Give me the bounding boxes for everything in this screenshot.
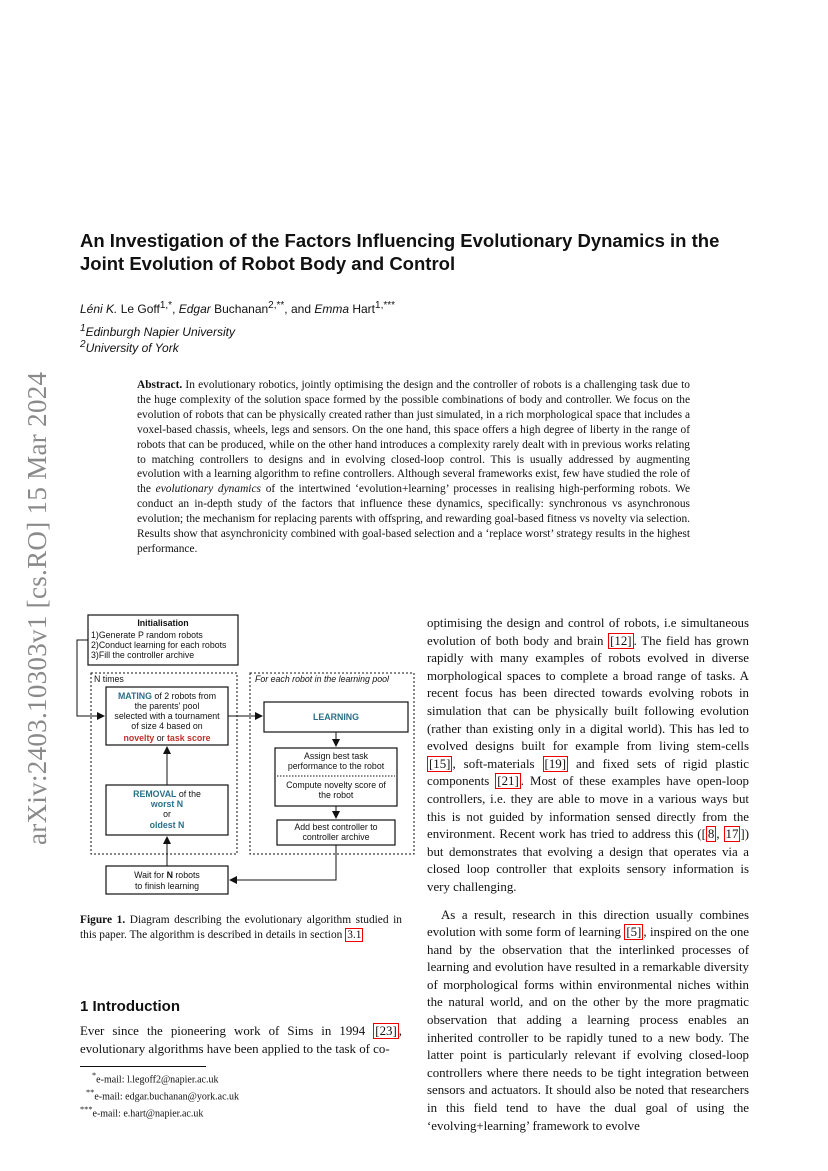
footnote-3-mark: *** <box>80 1104 93 1114</box>
author-2-first: Edgar <box>178 302 211 316</box>
citation-8[interactable]: 8 <box>707 827 715 842</box>
footnote-3 <box>80 1104 380 1121</box>
citation-12[interactable]: [12] <box>610 633 632 648</box>
citation-15[interactable]: [15] <box>429 756 451 771</box>
citation-17[interactable]: 17 <box>725 827 739 842</box>
assign-line-2: performance to the robot <box>287 761 385 771</box>
intro-text-2: , evolutionary algorithms have been applied to the task of co- <box>80 1024 402 1056</box>
footnote-2-text: e-mail: edgar.buchanan@york.ac.uk <box>94 1091 240 1103</box>
caption-section-link[interactable]: 3.1 <box>347 929 362 941</box>
caption-label: Figure 1. <box>80 914 126 926</box>
compute-line-1: Compute novelty score of <box>286 780 386 790</box>
caption-text: Diagram describing the evolutionary algorithm studied in this paper. The algorithm is described in details in section <box>80 914 402 941</box>
archive-to-wait-arrow <box>230 845 336 880</box>
right-column <box>427 615 749 1135</box>
section-heading: 1 Introduction <box>80 998 180 1015</box>
abstract <box>137 378 690 557</box>
mating-line-1: MATING of 2 robots from <box>117 691 217 701</box>
affiliation-2-name: University of York <box>85 341 179 355</box>
add-line-2: controller archive <box>302 832 370 842</box>
abstract-text-2: of the intertwined ‘evolution+learning’ processes in realising high-performing robots. We conduct an in-depth study of the factors that influence these dynamics, specifically: synchronous vs asynchronous evolution; the mechanism for replacing parents with offspring, and rewarding goal-based fitness vs novelty via selection. Results show that asynchronicity combined with goal-based selection and a ‘replace worst’ strategy results in the highest performance. <box>137 483 691 555</box>
wait-line-1: Wait for N robots <box>134 870 200 880</box>
init-step-2: 2)Conduct learning for each robots <box>91 640 227 650</box>
abstract-label: Abstract. <box>137 379 183 391</box>
intro-text-1: Ever since the pioneering work of Sims in 1994 <box>80 1024 374 1038</box>
footnote-2 <box>80 1087 380 1104</box>
mating-line-4: of size 4 based on <box>131 721 203 731</box>
init-step-1: 1)Generate P random robots <box>91 630 203 640</box>
right-paragraph-2: As a result, research in this direction usually combines evolution with some form of learning [5] , inspired on the one hand by the observation that the interlinked processes of learning and evolution have resulted in a remarkable diversity of morphological forms within environmental niches within the natural world, and on the other by the more pragmatic observation that adding a learning process enables an inherited controller to be rapidly tuned to a new body. The latter point is particularly relevant if evolving closed-loop controllers where there needs to be tight integration between sensors and actuators. It should also be noted that researchers in this field tend to have the dual goal of using the ‘evolving+learning’ framework to evolve <box>427 907 749 1133</box>
paper-title: An Investigation of the Factors Influencing Evolutionary Dynamics in the Joint Evolution of Robot Body and Control <box>80 230 720 274</box>
footnote-1 <box>80 1070 380 1087</box>
algorithm-diagram <box>70 610 420 900</box>
init-step-3: 3)Fill the controller archive <box>91 650 195 660</box>
citation-5[interactable]: [5] <box>626 925 642 940</box>
init-title: Initialisation <box>137 618 189 628</box>
citation-19[interactable]: [19] <box>544 756 567 771</box>
mating-line-5: novelty or task score <box>123 733 211 743</box>
citation-23[interactable]: [23] <box>375 1024 397 1038</box>
footnote-1-mark: * <box>92 1071 97 1080</box>
abstract-emphasis: evolutionary dynamics <box>155 483 261 496</box>
author-3-last: Hart <box>349 302 376 316</box>
author-2-last: Buchanan <box>210 302 269 316</box>
author-sep-comma: , <box>172 302 179 316</box>
arxiv-stamp: arXiv:2403.10303v1 [cs.RO] 15 Mar 2024 <box>22 371 52 845</box>
author-1-sup: 1,* <box>159 300 173 311</box>
removal-line-1: REMOVAL of the <box>133 789 201 799</box>
footnote-1-text: e-mail: l.legoff2@napier.ac.uk <box>96 1074 219 1086</box>
citation-21[interactable]: [21] <box>497 774 519 789</box>
abstract-text-1: In evolutionary robotics, jointly optimising the design and the controller of robots is a challenging task due to the huge complexity of the solution space formed by the possible combinations of body and controller. We focus on the evolution of robots that can be physically created rather than just simulated, in a rich morphological space that includes a voxel-based chassis, wheels, legs and sensors. On the one hand, this space offers a high degree of liberty in the range of robots that can be produced, while on the other hand introduces a complexity rarely dealt with in previous works relating to matching controllers to designs and in evolving closed-loop control. This is usually addressed by augmenting evolution with a learning algorithm to refine controllers. Although several frameworks exist, few have studied the role of the <box>137 379 690 496</box>
mating-line-2: the parents' pool <box>134 701 200 711</box>
intro-paragraph <box>80 1023 402 1058</box>
affiliation-1 <box>80 323 235 339</box>
learning-label: LEARNING <box>313 712 359 722</box>
wait-line-2: to finish learning <box>134 881 200 891</box>
compute-line-2: the robot <box>318 790 354 800</box>
n-times-label: N times <box>94 674 124 684</box>
author-1-first: Léni K. <box>80 302 118 316</box>
learning-frame-label: For each robot in the learning pool <box>255 674 389 684</box>
removal-line-4: oldest N <box>149 820 185 830</box>
affiliation-2-num: 2 <box>80 339 86 350</box>
footnote-3-text: e-mail: e.hart@napier.ac.uk <box>92 1107 204 1119</box>
add-line-1: Add best controller to <box>294 822 378 832</box>
right-paragraph-1: optimising the design and control of robots, i.e simultaneous evolution of both body and brain [12] . The field has grown rapidly with many examples of robots evolved in diverse morphological spaces to complete a broad range of tasks. A recent focus has been directed towards evolving robots in simulation that can be physically built following evolution (rather than existing only in a digital world). This has led to evolved designs built for example from living stem-cells [15] , soft-materials [19] and fixed sets of rigid plastic components [21] . Most of these examples have open-loop controllers, i.e. they are able to move in a various ways but this is not guided by information sensed directly from the environment. Recent work has tried to address this ([ 8 , 17 ]) but demonstrates that evolving a design that operates via a closed loop controller that exploits sensory information is very challenging. <box>427 616 749 894</box>
author-2-sup: 2,** <box>268 300 285 311</box>
footnotes <box>80 1070 380 1120</box>
assign-line-1: Assign best task <box>303 751 369 761</box>
author-3-sup: 1,*** <box>375 300 396 311</box>
mating-line-3: selected with a tournament <box>114 711 220 721</box>
author-list <box>80 300 395 316</box>
removal-line-3: or <box>163 809 171 819</box>
footnote-rule <box>80 1066 206 1067</box>
affiliation-1-name: Edinburgh Napier University <box>85 325 235 339</box>
author-3-first: Emma <box>314 302 349 316</box>
affiliation-2 <box>80 339 179 355</box>
affiliation-1-num: 1 <box>80 323 86 334</box>
author-1-last: Le Goff <box>117 302 160 316</box>
removal-line-2: worst N <box>150 799 184 809</box>
figure-caption <box>80 913 402 943</box>
footnote-2-mark: ** <box>86 1087 95 1097</box>
author-sep-and: , and <box>284 302 315 316</box>
